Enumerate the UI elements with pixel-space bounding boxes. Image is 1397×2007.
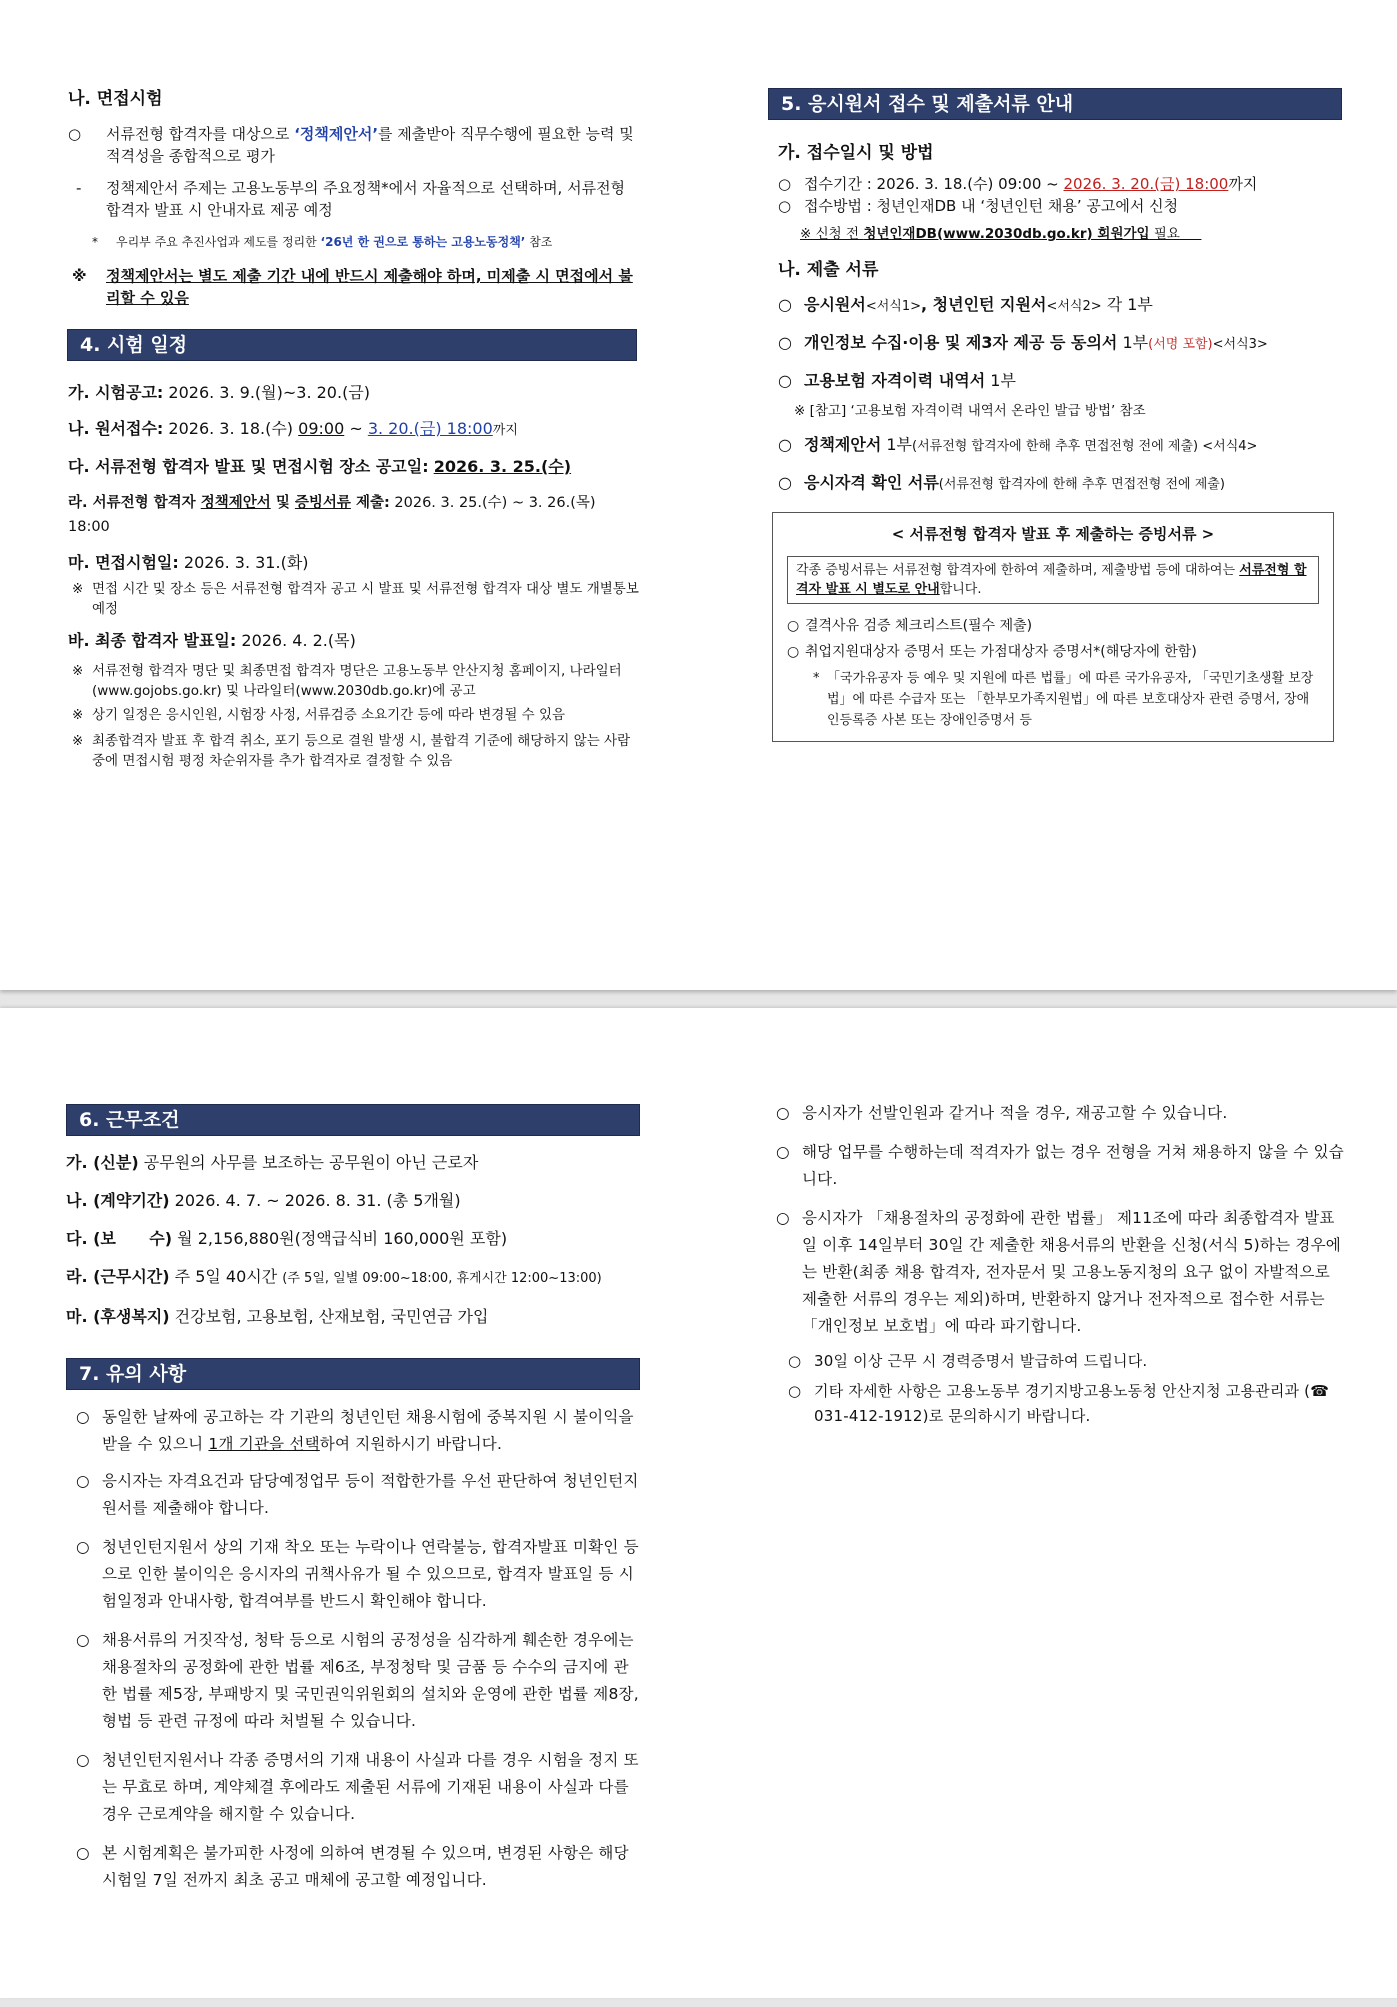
schedule-final-note-2: ※ 상기 일정은 응시인원, 시험장 사정, 서류검증 소요기간 등에 따라 변경될 수 있음 [68,705,640,725]
evidence-star-note: * 「국가유공자 등 예우 및 지원에 따른 법률」에 따른 국가유공자, 「국민기초생활 보장법」에 따른 수급자 또는 「한부모가족지원법」에 따른 보호대상자 관련 증명서, 장애인등록증 사본 또는 장애인증명서 등 [787,668,1319,731]
notice-item-1: ○ 동일한 날짜에 공고하는 각 기관의 청년인턴 채용시험에 중복지원 시 불이익을 받을 수 있으니 1개 기관을 선택하여 지원하시기 바랍니다. [76,1404,642,1458]
notice-item-6: ○ 본 시험계획은 불가피한 사정에 의하여 변경될 수 있으며, 변경된 사항은 해당 시험일 7일 전까지 최초 공고 매체에 공고할 예정입니다. [76,1840,642,1894]
interview-item: ○ 서류전형 합격자를 대상으로 ‘정책제안서’를 제출받아 직무수행에 필요한 능력 및 적격성을 종합적으로 평가 [68,123,640,167]
notices-list-left [66,1404,642,1894]
document-insurance-history: ○ 고용보험 자격이력 내역서 1부 [778,368,1346,394]
application-signup-note: ※ 신청 전 청년인재DB(www.2030db.go.kr) 회원가입 필요 [800,226,1180,242]
evidence-item-checklist: ○ 결격사유 검증 체크리스트(필수 제출) [787,616,1319,636]
application-period: ○ 접수기간 : 2026. 3. 18.(수) 09:00 ~ 2026. 3. 20.(금) 18:00까지 [778,173,1346,195]
condition-salary: 다. (보 수) 월 2,156,880원(정액급식비 160,000원 포함) [66,1229,508,1248]
page1-left-column [68,84,640,771]
schedule-application: 나. 원서접수: 2026. 3. 18.(수) 09:00 ~ 3. 20.(금) 18:00까지 [68,419,518,438]
document-page-2 [0,1008,1397,1998]
notice-item-7: ○ 응시자가 선발인원과 같거나 적을 경우, 재공고할 수 있습니다. [776,1100,1344,1127]
document-page-1 [0,0,1397,990]
notice-item-10: ○ 30일 이상 근무 시 경력증명서 발급하여 드립니다. [788,1348,1344,1375]
evidence-item-certificate: ○ 취업지원대상자 증명서 또는 가점대상자 증명서*(해당자에 한함) [787,642,1319,662]
notice-item-5: ○ 청년인턴지원서나 각종 증명서의 기재 내용이 사실과 다를 경우 시험을 정지 또는 무효로 하며, 계약체결 후에라도 제출된 서류에 기재된 내용이 사실과 다를 경우 근로계약을 해지할 수 있습니다. [76,1747,642,1828]
schedule-final-result: 바. 최종 합격자 발표일: 2026. 4. 2.(목) [68,631,356,650]
section-5-heading: 5. 응시원서 접수 및 제출서류 안내 [768,88,1342,120]
section-7-heading: 7. 유의 사항 [66,1358,640,1390]
page2-right-column [776,1100,1344,1429]
interview-heading: 나. 면접시험 [68,89,163,109]
evidence-inner-box: 각종 증빙서류는 서류전형 합격자에 한하여 제출하며, 제출방법 등에 대하여는 서류전형 합격자 발표 시 별도로 안내합니다. [787,556,1319,604]
document-policy-proposal: ○ 정책제안서 1부(서류전형 합격자에 한해 추후 면접전형 전에 제출) <서식4> [778,432,1346,460]
policy-proposal-highlight: ‘정책제안서’ [294,125,379,143]
schedule-interview-date: 마. 면접시험일: 2026. 3. 31.(화) [68,553,309,572]
page2-left-column [66,1104,642,1894]
condition-status: 가. (신분) 공무원의 사무를 보조하는 공무원이 아닌 근로자 [66,1153,479,1172]
condition-contract-period: 나. (계약기간) 2026. 4. 7. ~ 2026. 8. 31. (총 5개월) [66,1191,461,1210]
application-method: ○ 접수방법 : 청년인재DB 내 ‘청년인턴 채용’ 공고에서 신청 [778,195,1346,217]
schedule-interview-note: ※ 면접 시간 및 장소 등은 서류전형 합격자 공고 시 발표 및 서류전형 합격자 대상 별도 개별통보 예정 [68,579,640,619]
application-method-heading: 가. 접수일시 및 방법 [778,143,934,163]
notice-item-9: ○ 응시자가 「채용절차의 공정화에 관한 법률」 제11조에 따라 최종합격자 발표일 이후 14일부터 30일 간 제출한 채용서류의 반환을 신청(서식 5)하는 경우에는 반환(최종 채용 합격자, 전자문서 및 고용노동지청의 요구 없이 자발적으로 제출한 서류의 경우는 제외)하며, 반환하지 않거나 전자적으로 접수한 서류는 「개인정보 보호법」에 따라 파기합니다. [776,1205,1344,1340]
schedule-final-note-1: ※ 서류전형 합격자 명단 및 최종면접 합격자 명단은 고용노동부 안산지청 홈페이지, 나라일터(www.gojobs.go.kr) 및 나라일터(www.2030db.go.kr)에 공고 [68,661,640,701]
schedule-announcement: 가. 시험공고: 2026. 3. 9.(월)~3. 20.(금) [68,383,371,402]
notice-item-11: ○ 기타 자세한 사항은 고용노동부 경기지방고용노동청 안산지청 고용관리과 (☎ 031-412-1912)로 문의하시기 바랍니다. [788,1379,1344,1429]
condition-welfare: 마. (후생복지) 건강보험, 고용보험, 산재보험, 국민연금 가입 [66,1307,489,1326]
document-application-form: ○ 응시원서<서식1>, 청년인턴 지원서<서식2> 각 1부 [778,292,1346,320]
conditions-list [66,1150,642,1330]
notice-item-3: ○ 청년인턴지원서 상의 기재 착오 또는 누락이나 연락불능, 합격자발표 미확인 등으로 인한 불이익은 응시자의 귀책사유가 될 수 있으므로, 합격자 발표일 등 시험일정과 안내사항, 합격여부를 반드시 확인해야 합니다. [76,1534,642,1615]
documents-heading: 나. 제출 서류 [778,260,879,280]
document-eligibility: ○ 응시자격 확인 서류(서류전형 합격자에 한해 추후 면접전형 전에 제출) [778,470,1346,498]
page1-right-column [768,88,1346,742]
notice-item-4: ○ 채용서류의 거짓작성, 청탁 등으로 시험의 공정성을 심각하게 훼손한 경우에는 채용절차의 공정화에 관한 법률 제6조, 부정청탁 및 금품 등 수수의 금지에 관한 법률 제5장, 부패방지 및 국민권익위원회의 설치와 운영에 관한 법률 제8장, 형법 등 관련 규정에 따라 처벌될 수 있습니다. [76,1627,642,1735]
section-4-heading: 4. 시험 일정 [67,329,637,361]
evidence-documents-box [772,512,1334,742]
schedule-final-note-3: ※ 최종합격자 발표 후 합격 취소, 포기 등으로 결원 발생 시, 불합격 기준에 해당하지 않는 사람 중에 면접시험 평정 차순위자를 추가 합격자로 결정할 수 있음 [68,731,640,771]
section-6-heading: 6. 근무조건 [66,1104,640,1136]
schedule-list [68,381,640,771]
interview-star-note: * 우리부 주요 추진사업과 제도를 정리한 ‘26년 한 권으로 통하는 고용노동정책’ 참조 [68,233,640,251]
schedule-submission: 라. 서류전형 합격자 정책제안서 및 증빙서류 제출: 2026. 3. 25.(수) ~ 3. 26.(목) 18:00 [68,495,596,535]
interview-dash-item: - 정책제안서 주제는 고용노동부의 주요정책*에서 자율적으로 선택하며, 서류전형 합격자 발표 시 안내자료 제공 예정 [68,177,640,221]
schedule-result-notice: 다. 서류전형 합격자 발표 및 면접시험 장소 공고일: 2026. 3. 25.(수) [68,457,572,476]
evidence-box-title: < 서류전형 합격자 발표 후 제출하는 증빙서류 > [891,525,1215,543]
condition-working-hours: 라. (근무시간) 주 5일 40시간 (주 5일, 일별 09:00~18:00, 휴게시간 12:00~13:00) [66,1267,602,1286]
notice-item-8: ○ 해당 업무를 수행하는데 적격자가 없는 경우 전형을 거쳐 채용하지 않을 수 있습니다. [776,1139,1344,1193]
interview-warning: ※ 정책제안서는 별도 제출 기간 내에 반드시 제출해야 하며, 미제출 시 면접에서 불리할 수 있음 [68,265,640,309]
document-privacy-consent: ○ 개인정보 수집·이용 및 제3자 제공 등 동의서 1부(서명 포함)<서식3> [778,330,1346,358]
notice-item-2: ○ 응시자는 자격요건과 담당예정업무 등이 적합한가를 우선 판단하여 청년인턴지원서를 제출해야 합니다. [76,1468,642,1522]
document-insurance-note: ※ [참고] ‘고용보험 자격이력 내역서 온라인 발급 방법’ 참조 [794,403,1146,419]
